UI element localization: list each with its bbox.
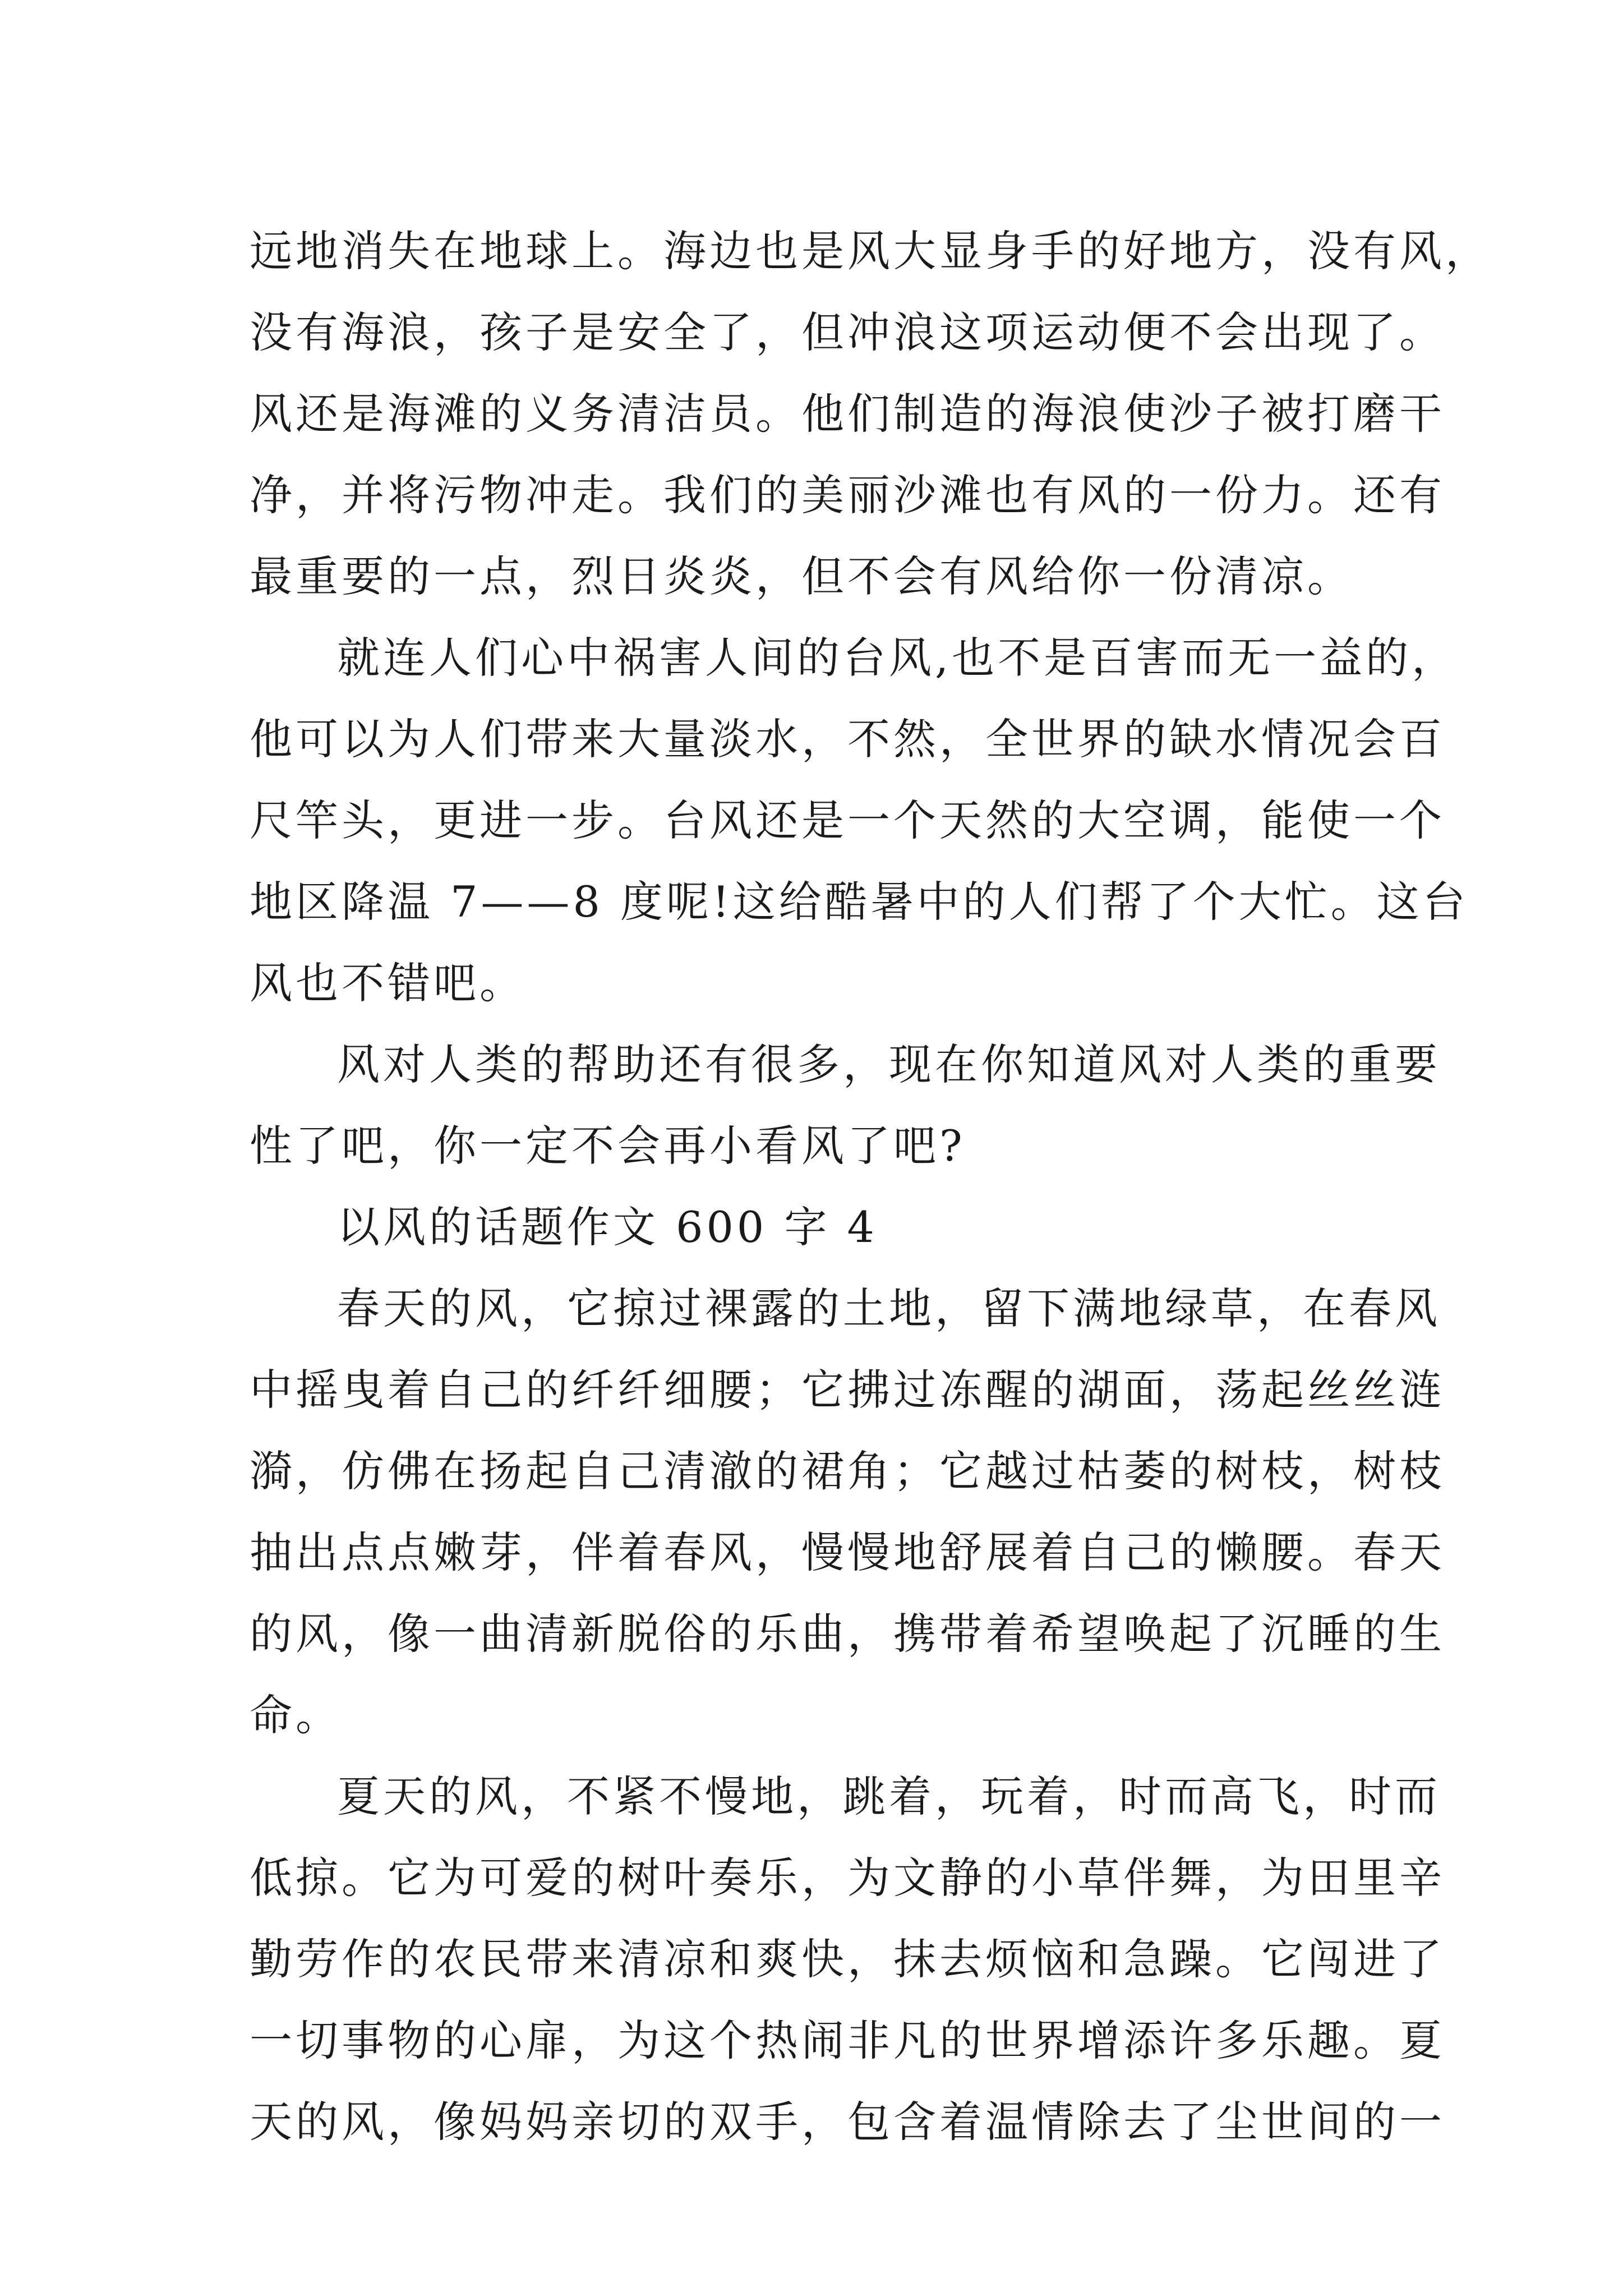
text-line: 勤劳作的农民带来清凉和爽快，抹去烦恼和急躁。它闯进了 <box>250 1934 1445 1984</box>
text-line: 他可以为人们带来大量淡水，不然，全世界的缺水情况会百 <box>250 714 1445 764</box>
text-line: 风对人类的帮助还有很多，现在你知道风对人类的重要 <box>337 1039 1441 1089</box>
text-line: 夏天的风，不紧不慢地，跳着，玩着，时而高飞，时而 <box>337 1772 1441 1821</box>
text-line: 风还是海滩的义务清洁员。他们制造的海浪使沙子被打磨干 <box>250 389 1445 439</box>
text-line: 的风，像一曲清新脱俗的乐曲，携带着希望唤起了沉睡的生 <box>250 1609 1445 1659</box>
text-line: 命。 <box>250 1690 342 1740</box>
text-line: 地区降温 7——8 度呢!这给酷暑中的人们帮了个大忙。这台 <box>250 877 1469 927</box>
text-line: 净，并将污物冲走。我们的美丽沙滩也有风的一份力。还有 <box>250 470 1445 520</box>
text-line: 春天的风，它掠过裸露的土地，留下满地绿草，在春风 <box>337 1283 1441 1333</box>
text-line: 抽出点点嫩芽，伴着春风，慢慢地舒展着自己的懒腰。春天 <box>250 1527 1445 1577</box>
text-line: 低掠。它为可爱的树叶奏乐，为文静的小草伴舞，为田里辛 <box>250 1853 1445 1903</box>
text-line: 性了吧，你一定不会再小看风了吧? <box>250 1121 966 1171</box>
text-line: 中摇曳着自己的纤纤细腰；它拂过冻醒的湖面，荡起丝丝涟 <box>250 1365 1445 1415</box>
document-body <box>250 210 1491 2162</box>
text-line: 最重要的一点，烈日炎炎，但不会有风给你一份清凉。 <box>250 551 1353 601</box>
section-heading: 以风的话题作文 600 字 4 <box>337 1202 878 1252</box>
text-line: 就连人们心中祸害人间的台风,也不是百害而无一益的， <box>337 633 1458 683</box>
text-line: 一切事物的心扉，为这个热闹非凡的世界增添许多乐趣。夏 <box>250 2016 1445 2065</box>
text-line: 风也不错吧。 <box>250 958 525 1008</box>
text-line: 尺竿头，更进一步。台风还是一个天然的大空调，能使一个 <box>250 795 1445 845</box>
text-line: 天的风，像妈妈亲切的双手，包含着温情除去了尘世间的一 <box>250 2097 1445 2147</box>
text-line: 远地消失在地球上。海边也是风大显身手的好地方，没有风， <box>250 226 1491 276</box>
text-line: 漪，仿佛在扬起自己清澈的裙角；它越过枯萎的树枝，树枝 <box>250 1446 1445 1496</box>
text-line: 没有海浪，孩子是安全了，但冲浪这项运动便不会出现了。 <box>250 307 1445 357</box>
